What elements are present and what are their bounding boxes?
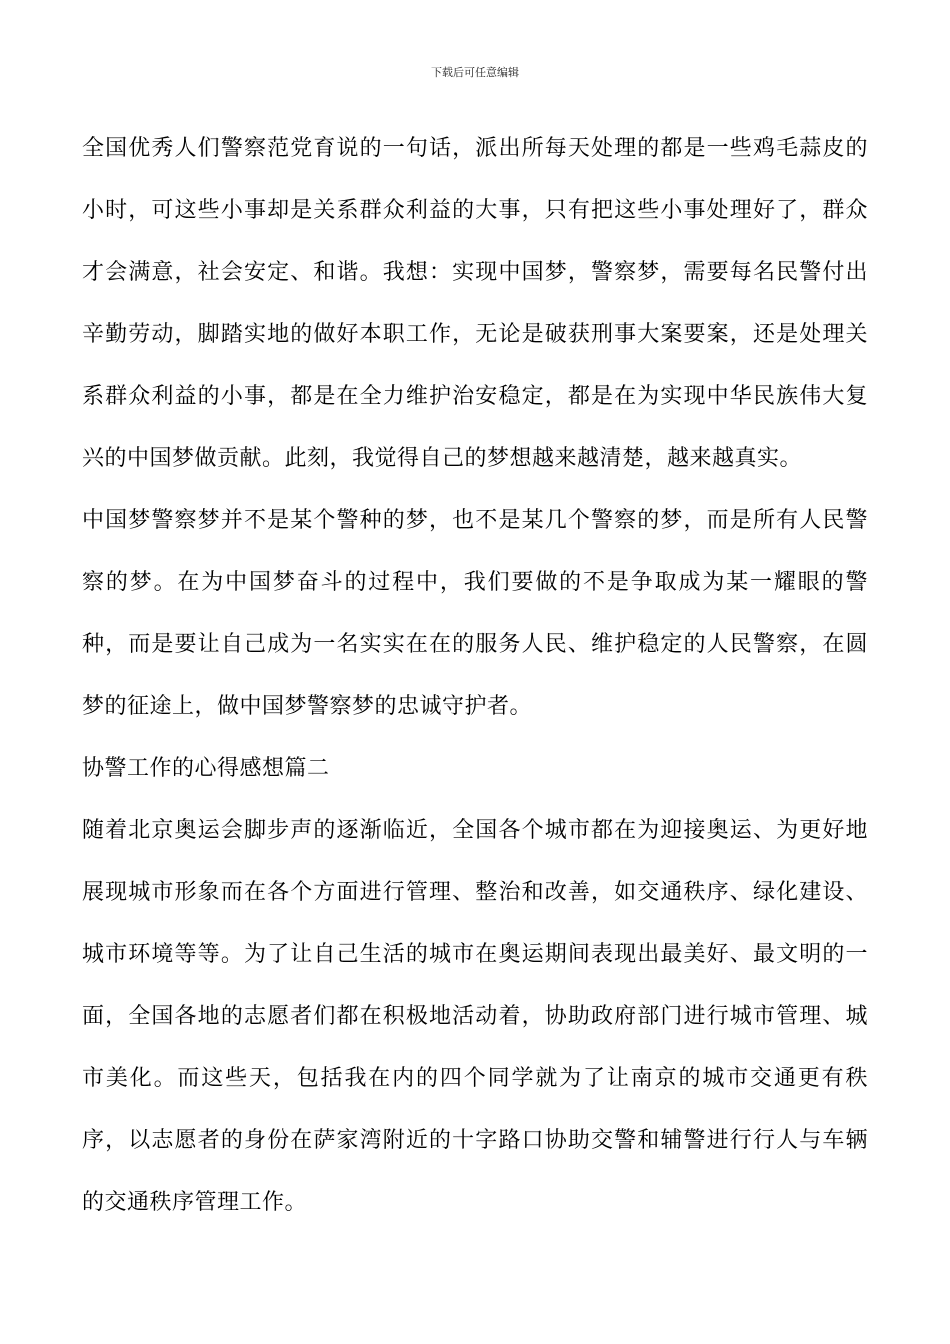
section-heading: 协警工作的心得感想篇二 xyxy=(82,756,330,781)
paragraph-police-dream-guardian: 中国梦警察梦并不是某个警种的梦，也不是某几个警察的梦，而是所有人民警察的梦。在为中国梦奋斗的过程中，我们要做的不是争取成为某一耀眼的警种，而是要让自己成为一名实实在在的服务人民、维护稳定的人民警察，在圆梦的征途上，做中国梦警察梦的忠诚守护者。 xyxy=(82,508,868,719)
page-header-note: 下载后可任意编辑 xyxy=(431,66,519,79)
paragraph-olympics-volunteer: 随着北京奥运会脚步声的逐渐临近，全国各个城市都在为迎接奥运、为更好地展现城市形象而在各个方面进行管理、整治和改善，如交通秩序、绿化建设、城市环境等等。为了让自己生活的城市在奥运期间表现出最美好、最文明的一面，全国各地的志愿者们都在积极地活动着，协助政府部门进行城市管理、城市美化。而这些天，包括我在内的四个同学就为了让南京的城市交通更有秩序，以志愿者的身份在萨家湾附近的十字路口协助交警和辅警进行行人与车辆的交通秩序管理工作。 xyxy=(82,818,868,1215)
paragraph-police-dream-intro: 全国优秀人们警察范党育说的一句话，派出所每天处理的都是一些鸡毛蒜皮的小时，可这些小事却是关系群众利益的大事，只有把这些小事处理好了，群众才会满意，社会安定、和谐。我想：实现中国梦，警察梦，需要每名民警付出辛勤劳动，脚踏实地的做好本职工作，无论是破获刑事大案要案，还是处理关系群众利益的小事，都是在全力维护治安稳定，都是在为实现中华民族伟大复兴的中国梦做贡献。此刻，我觉得自己的梦想越来越清楚，越来越真实。 xyxy=(82,136,868,471)
document-body xyxy=(82,118,868,1234)
